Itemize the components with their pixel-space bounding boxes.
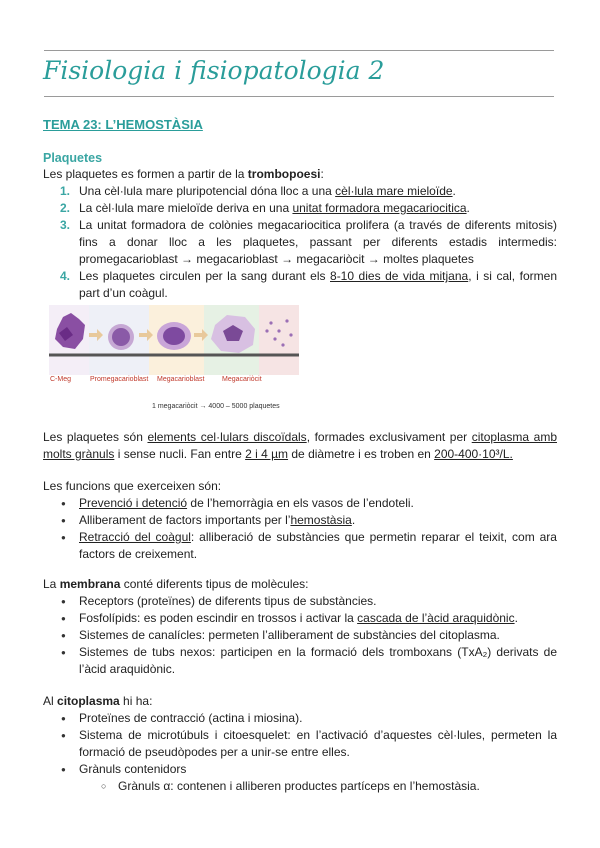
list-item: ● Retracció del coàgul: alliberació de substàncies que permetin reparar el teixit, com ara factors de creixement. (43, 529, 557, 563)
citoplasma-list (43, 710, 557, 795)
list-item: ● Sistemes de canalícles: permeten l’alliberament de substàncies del citoplasma. (43, 627, 557, 644)
list-item: ● Fosfolípids: es poden escindir en trossos i activar la cascada de l’àcid araquidònic. (43, 610, 557, 627)
membrana-intro: La membrana conté diferents tipus de molècules: (43, 577, 309, 591)
nucleus-megacarioblast (163, 327, 185, 345)
platelet (277, 329, 280, 332)
bg-stage-5 (259, 305, 299, 375)
platelet (285, 319, 288, 322)
platelets-description: Les plaquetes són elements cel·lulars discoïdals, formades exclusivament per citoplasma amb molts grànuls i sense nucli. Fan entre 2 i 4 µm de diàmetre i es troben en 200-400·10³/L. (43, 430, 557, 461)
membrana-list (43, 593, 557, 678)
platelet (273, 337, 276, 340)
list-item: 2. La cèl·lula mare mieloïde deriva en una unitat formadora megacariocitica. (60, 201, 470, 215)
list-item: 1. Una cèl·lula mare pluripotencial dóna lloc a una cèl·lula mare mieloïde. (60, 184, 456, 198)
megakaryocyte-figure (49, 305, 299, 375)
platelet (281, 343, 284, 346)
list-item: ● Proteïnes de contracció (actina i miosina). (43, 710, 557, 727)
list-item: 4. Les plaquetes circulen per la sang durant els 8-10 dies de vida mitjana, i si cal, formen part d’un coàgul. (60, 269, 557, 300)
funcions-intro: Les funcions que exerceixen són: (43, 479, 222, 493)
plaquetes-subtitle: Plaquetes (43, 151, 103, 165)
page-title: Fisiologia i fisiopatologia 2 (43, 56, 385, 85)
list-item: ● Prevenció i detenció de l’hemorràgia en els vasos de l’endoteli. (43, 495, 557, 512)
figure-label-megacariocit: Megacariòcit (222, 376, 262, 383)
plaquetes-intro: Les plaquetes es formen a partir de la trombopoesi: (43, 167, 324, 181)
figure-caption: 1 megacariòcit → 4000 – 5000 plaquetes (152, 403, 280, 410)
figure-label-megacarioblast: Megacarioblast (157, 376, 205, 383)
figure-label-c-meg: C-Meg (50, 376, 72, 383)
nucleus-promegacarioblast (112, 328, 130, 346)
platelet (269, 321, 272, 324)
top-rule (44, 50, 554, 51)
list-item: ● Grànuls contenidors (43, 761, 557, 778)
platelet (289, 333, 292, 336)
list-subitem: ○ Grànuls α: contenen i alliberen productes partíceps en l’hemostàsia. (43, 778, 557, 795)
title-rule (44, 96, 554, 97)
figure-label-promegacarioblast: Promegacarioblast (90, 376, 149, 383)
list-item: ● Alliberament de factors importants per l’hemostàsia. (43, 512, 557, 529)
list-item: ● Receptors (proteïnes) de diferents tipus de substàncies. (43, 593, 557, 610)
platelet (265, 329, 268, 332)
citoplasma-intro: Al citoplasma hi ha: (43, 694, 153, 708)
list-item: 3. La unitat formadora de colònies megacariocitica prolifera (a través de diferents mitosis) fins a donar lloc a les plaquetes, passant per diferents estadis intermedis: promegacarioblast → megacarioblast → megacariòcit → moltes plaquetes (60, 218, 557, 266)
section-heading: TEMA 23: L’HEMOSTÀSIA (43, 117, 203, 132)
list-item: ● Sistema de microtúbuls i citoesquelet: en l’activació d’aquestes cèl·lules, permeten la formació de pseudòpodes per a unir-se entre elles. (43, 727, 557, 761)
funcions-list (43, 495, 557, 563)
list-item: ● Sistemes de tubs nexos: participen en la formació dels tromboxans (TxA₂) derivats de l’àcid araquidònic. (43, 644, 557, 678)
trombopoesi-steps (43, 183, 557, 302)
